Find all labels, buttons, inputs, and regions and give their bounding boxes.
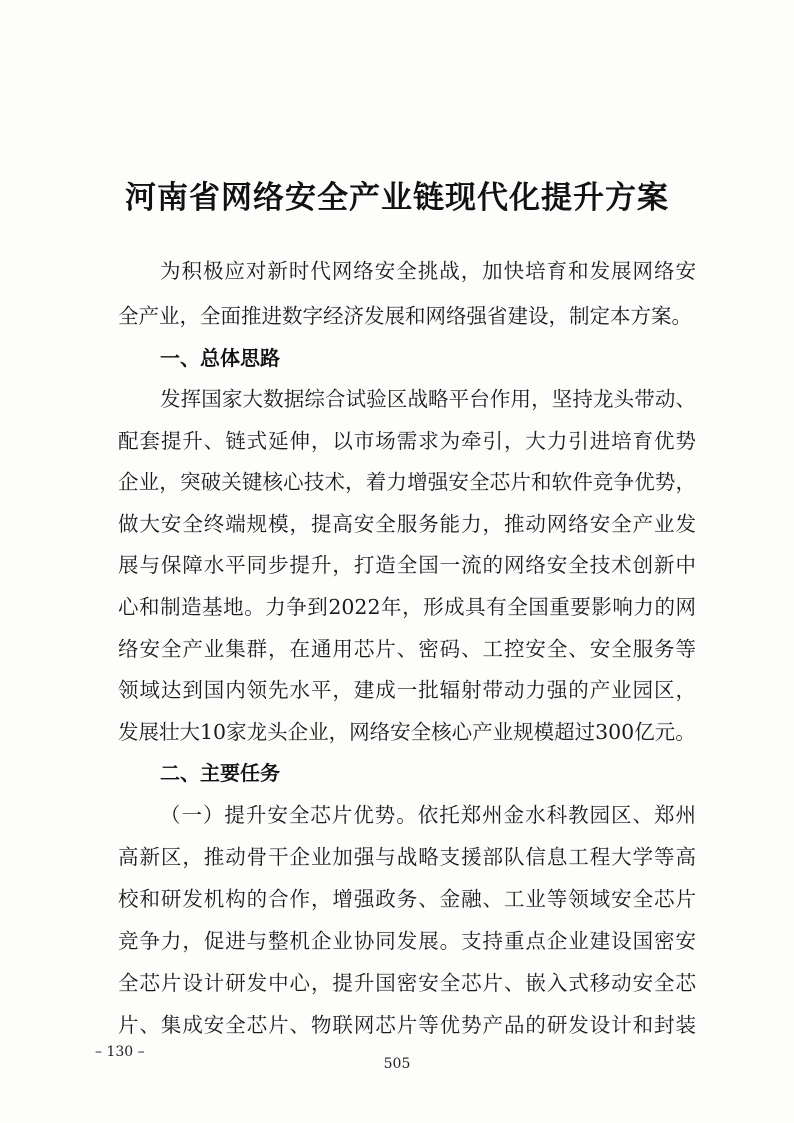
paragraph-line: 企业，突破关键核心技术，着力增强安全芯片和软件竞争优势， xyxy=(118,470,696,494)
paragraph-line: 片、集成安全芯片、物联网芯片等优势产品的研发设计和封装 xyxy=(118,1013,696,1037)
section-heading-tasks: 二、主要任务 xyxy=(160,761,280,785)
paragraph-line: 做大安全终端规模，提高安全服务能力，推动网络安全产业发 xyxy=(118,512,696,536)
intro-line: 为积极应对新时代网络安全挑战，加快培育和发展网络安 xyxy=(160,259,696,283)
section-heading-overall: 一、总体思路 xyxy=(160,346,280,370)
paragraph-line: （一）提升安全芯片优势。依托郑州金水科教园区、郑州 xyxy=(160,803,696,827)
paragraph-line: 竞争力，促进与整机企业协同发展。支持重点企业建设国密安 xyxy=(118,929,696,953)
page-number-left: – 130 – xyxy=(95,1044,145,1060)
paragraph-line: 领域达到国内领先水平，建成一批辐射带动力强的产业园区， xyxy=(118,678,696,702)
page-number-center: 505 xyxy=(383,1056,411,1072)
paragraph-line: 高新区，推动骨干企业加强与战略支援部队信息工程大学等高 xyxy=(118,845,696,869)
paragraph-line: 络安全产业集群，在通用芯片、密码、工控安全、安全服务等 xyxy=(118,637,696,661)
paragraph-line: 心和制造基地。力争到2022年，形成具有全国重要影响力的网 xyxy=(118,595,696,619)
document-title: 河南省网络安全产业链现代化提升方案 xyxy=(125,180,669,216)
paragraph-line: 发展壮大10家龙头企业，网络安全核心产业规模超过300亿元。 xyxy=(118,720,696,744)
paragraph-line: 全芯片设计研发中心，提升国密安全芯片、嵌入式移动安全芯 xyxy=(118,971,696,995)
paragraph-line: 校和研发机构的合作，增强政务、金融、工业等领域安全芯片 xyxy=(118,887,696,911)
paragraph-line: 配套提升、链式延伸，以市场需求为牵引，大力引进培育优势 xyxy=(118,429,696,453)
paragraph-line: 展与保障水平同步提升，打造全国一流的网络安全技术创新中 xyxy=(118,553,696,577)
intro-line: 全产业，全面推进数字经济发展和网络强省建设，制定本方案。 xyxy=(118,304,692,328)
paragraph-line: 发挥国家大数据综合试验区战略平台作用，坚持龙头带动、 xyxy=(160,387,696,411)
